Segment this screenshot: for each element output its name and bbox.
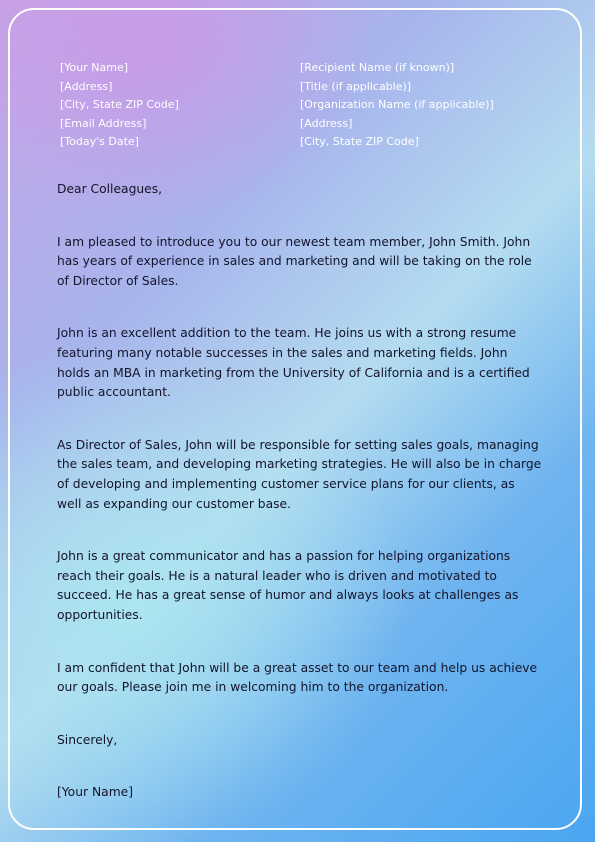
letter-body [57, 180, 542, 803]
address-block [60, 59, 540, 159]
paragraph-responsibilities: As Director of Sales, John will be responsible for setting sales goals, managing the sales team, and developing marketing strategies. He will also be in charge of developing and implementing customer service plans for our clients, as well as expanding our customer base. [57, 437, 542, 511]
recipient-city-state-zip: [City, State ZIP Code] [300, 135, 419, 148]
sender-name: [Your Name] [60, 61, 129, 74]
recipient-address [300, 59, 494, 152]
sender-address [60, 59, 179, 152]
paragraph-qualifications: John is an excellent addition to the team. He joins us with a strong resume featuring many notable successes in the sales and marketing fields. John holds an MBA in marketing from the University of California and is a certified public accountant. [57, 326, 530, 400]
sender-city-state-zip: [City, State ZIP Code] [60, 98, 179, 111]
recipient-title: [Title (if applicable)] [300, 79, 412, 93]
recipient-address-line: [Address] [300, 116, 353, 130]
paragraph-character: John is a great communicator and has a passion for helping organizations reach their goals. He is a natural leader who is driven and motivated to succeed. He has a great sense of humor and always looks at challenges as opportunities. [57, 549, 519, 622]
recipient-name: [Recipient Name (if known)] [300, 61, 455, 74]
salutation: Dear Colleagues, [57, 182, 163, 196]
letter-date: [Today's Date] [60, 135, 139, 148]
sender-email: [Email Address] [60, 116, 147, 130]
closing: Sincerely, [57, 732, 118, 747]
sender-address-line: [Address] [60, 79, 113, 93]
paragraph-introduction: I am pleased to introduce you to our newest team member, John Smith. John has years of experience in sales and marketing and will be taking on the role of Director of Sales. [57, 234, 532, 288]
signature-name: [Your Name] [57, 785, 134, 800]
paragraph-welcome: I am confident that John will be a great asset to our team and help us achieve our goals. Please join me in welcoming him to the organization. [57, 660, 538, 695]
recipient-organization: [Organization Name (if applicable)] [300, 98, 494, 111]
